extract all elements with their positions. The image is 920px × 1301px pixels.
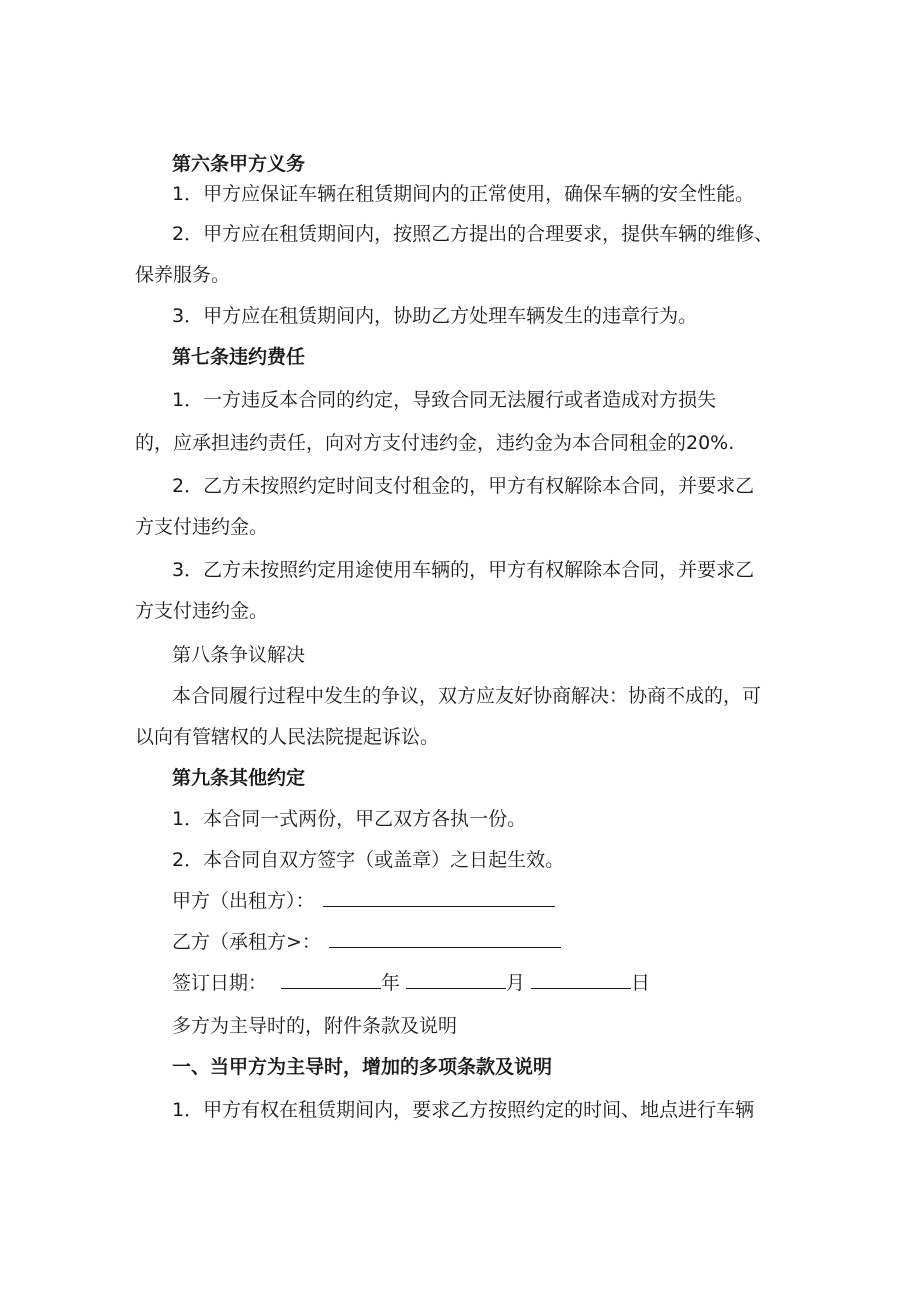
article7-title: 第七条违约费任 <box>172 346 306 368</box>
day-label: 日 <box>631 972 651 994</box>
month-blank[interactable] <box>406 970 506 989</box>
party-b-signature-blank[interactable] <box>329 929 561 948</box>
article6-item1: 1．甲方应保证车辆在租赁期间内的正常使用，确保车辆的安全性能。 <box>172 183 755 205</box>
party-b-label: 乙方（承租方>： <box>172 931 321 953</box>
appendix-section1-item1: 1．甲方有权在租赁期间内，要求乙方按照约定的时间、地点进行车辆 <box>172 1099 755 1121</box>
year-blank[interactable] <box>281 970 381 989</box>
party-a-row <box>172 888 555 914</box>
article7-item3-line2: 方支付违约金。 <box>135 600 269 622</box>
appendix-intro: 多方为主导时的，附件条款及说明 <box>172 1015 458 1037</box>
article9-item2: 2．本合同自双方签字（或盖章）之日起生效。 <box>172 849 565 871</box>
article7-item2-line2: 方支付违约金。 <box>135 516 269 538</box>
article6-item2-line1: 2．甲方应在租赁期间内，按照乙方提出的合理要求，提供车辆的维修、 <box>172 223 774 245</box>
article6-title: 第六条甲方义务 <box>172 153 306 175</box>
article7-item1-line1: 1．一方违反本合同的约定，导致合同无法履行或者造成对方损失 <box>172 389 717 411</box>
article7-item2-line1: 2．乙方未按照约定时间支付租金的，甲方有权解除本合同，并要求乙 <box>172 475 755 497</box>
day-blank[interactable] <box>531 970 631 989</box>
appendix-section1-title: 一、当甲方为主导时，增加的多项条款及说明 <box>172 1056 553 1078</box>
article8-title: 第八条争议解决 <box>172 644 306 666</box>
article8-body-line1: 本合同履行过程中发生的争议，双方应友好协商解决：协商不成的，可 <box>172 685 762 707</box>
article9-title: 第九条其他约定 <box>172 767 306 789</box>
article8-body-line2: 以向有管辖权的人民法院提起诉讼。 <box>135 726 440 748</box>
month-label: 月 <box>506 972 526 994</box>
article7-item3-line1: 3．乙方未按照约定用途使用车辆的，甲方有权解除本合同，并要求乙 <box>172 559 755 581</box>
article6-item3: 3．甲方应在租赁期间内，协助乙方处理车辆发生的违章行为。 <box>172 305 698 327</box>
party-a-signature-blank[interactable] <box>323 888 555 907</box>
sign-date-label: 签订日期： <box>172 972 268 994</box>
article9-item1: 1．本合同一式两份，甲乙双方各执一份。 <box>172 808 527 830</box>
sign-date-row <box>172 970 650 996</box>
party-a-label: 甲方（出租方）： <box>172 890 315 912</box>
year-label: 年 <box>381 972 401 994</box>
party-b-row <box>172 929 561 955</box>
article7-item1-line2: 的，应承担违约责任，向对方支付违约金，违约金为本合同租金的20%. <box>135 432 735 454</box>
article6-item2-line2: 保养服务。 <box>135 264 231 286</box>
